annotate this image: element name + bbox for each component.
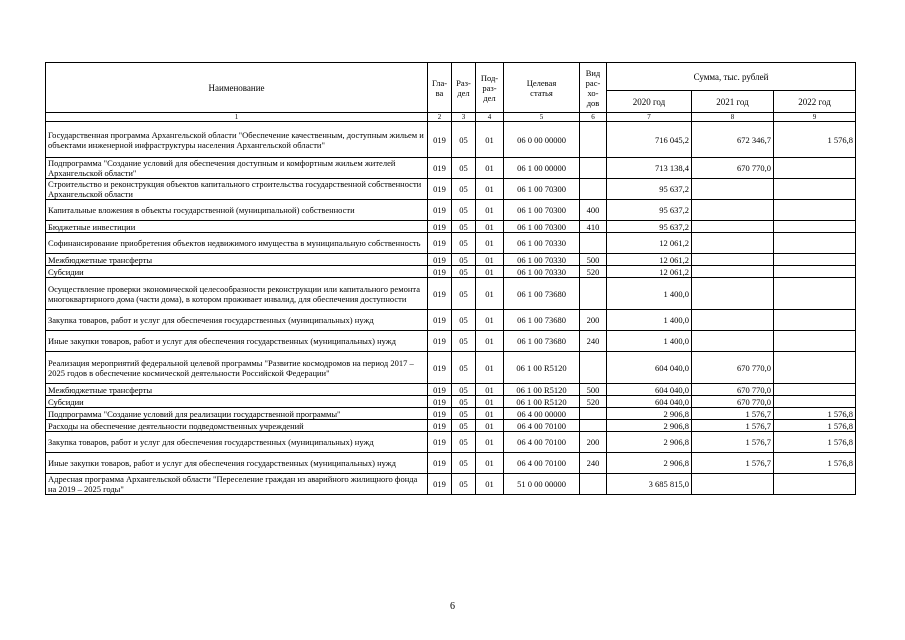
row-amount-2022: [774, 310, 856, 331]
row-target-article: 06 1 00 70330: [504, 233, 580, 254]
row-amount-2020: 604 040,0: [607, 384, 692, 396]
row-amount-2022: [774, 233, 856, 254]
row-amount-2021: 670 770,0: [692, 384, 774, 396]
row-amount-2021: [692, 221, 774, 233]
row-expense-type: [580, 420, 607, 432]
row-amount-2021: 670 770,0: [692, 158, 774, 179]
row-razdel: 05: [452, 408, 476, 420]
row-target-article: 06 1 00 70300: [504, 179, 580, 200]
table-row: [46, 432, 856, 453]
row-amount-2022: [774, 221, 856, 233]
row-amount-2021: [692, 310, 774, 331]
header-sum: Сумма, тыс. рублей: [607, 63, 856, 91]
row-podrazdel: 01: [476, 122, 504, 158]
row-amount-2020: 1 400,0: [607, 310, 692, 331]
row-expense-type: [580, 233, 607, 254]
row-name: Бюджетные инвестиции: [46, 221, 428, 233]
row-amount-2022: [774, 200, 856, 221]
row-amount-2021: [692, 179, 774, 200]
row-amount-2022: 1 576,8: [774, 408, 856, 420]
header-year-2022: 2022 год: [774, 91, 856, 113]
row-podrazdel: 01: [476, 453, 504, 474]
row-amount-2020: 1 400,0: [607, 278, 692, 310]
row-amount-2022: 1 576,8: [774, 432, 856, 453]
row-glava: 019: [428, 122, 452, 158]
row-amount-2020: 12 061,2: [607, 266, 692, 278]
row-amount-2022: 1 576,8: [774, 420, 856, 432]
row-podrazdel: 01: [476, 331, 504, 352]
row-name: Государственная программа Архангельской области "Обеспечение качественным, доступным жильем и объектами инженерной инфраструктуры населения Архангельской области": [46, 122, 428, 158]
row-razdel: 05: [452, 200, 476, 221]
row-name: Подпрограмма "Создание условий для реализации государственной программы": [46, 408, 428, 420]
row-amount-2020: 716 045,2: [607, 122, 692, 158]
row-name: Осуществление проверки экономической целесообразности реконструкции или капитального ремонта многоквартирного дома (части дома), в котором проживает инвалид, для обеспечения доступности: [46, 278, 428, 310]
row-expense-type: 240: [580, 331, 607, 352]
table-row: [46, 158, 856, 179]
row-amount-2022: 1 576,8: [774, 122, 856, 158]
row-amount-2021: 1 576,7: [692, 432, 774, 453]
table-row: [46, 474, 856, 495]
row-razdel: 05: [452, 254, 476, 266]
row-podrazdel: 01: [476, 158, 504, 179]
row-target-article: 06 4 00 70100: [504, 432, 580, 453]
row-target-article: 06 1 00 70330: [504, 254, 580, 266]
header-vid: Вид рас- хо- дов: [580, 63, 607, 113]
row-amount-2021: 670 770,0: [692, 352, 774, 384]
table-row: [46, 420, 856, 432]
row-glava: 019: [428, 432, 452, 453]
row-podrazdel: 01: [476, 310, 504, 331]
row-amount-2021: 670 770,0: [692, 396, 774, 408]
row-name: Закупка товаров, работ и услуг для обеспечения государственных (муниципальных) нужд: [46, 310, 428, 331]
header-name: Наименование: [46, 63, 428, 113]
column-number-row: [46, 113, 856, 122]
row-podrazdel: 01: [476, 474, 504, 495]
row-amount-2022: 1 576,8: [774, 453, 856, 474]
row-expense-type: [580, 278, 607, 310]
header-glava: Гла- ва: [428, 63, 452, 113]
row-podrazdel: 01: [476, 200, 504, 221]
row-expense-type: 200: [580, 310, 607, 331]
header-target: Целевая статья: [504, 63, 580, 113]
row-amount-2021: 1 576,7: [692, 453, 774, 474]
row-target-article: 06 4 00 00000: [504, 408, 580, 420]
table-row: [46, 453, 856, 474]
row-razdel: 05: [452, 266, 476, 278]
row-amount-2021: 672 346,7: [692, 122, 774, 158]
row-glava: 019: [428, 233, 452, 254]
row-amount-2020: 2 906,8: [607, 408, 692, 420]
column-number: 9: [774, 113, 856, 122]
table-row: [46, 396, 856, 408]
budget-table: [45, 62, 856, 495]
row-podrazdel: 01: [476, 420, 504, 432]
row-razdel: 05: [452, 474, 476, 495]
row-target-article: 06 1 00 R5120: [504, 384, 580, 396]
row-glava: 019: [428, 408, 452, 420]
row-amount-2022: [774, 266, 856, 278]
row-amount-2021: [692, 254, 774, 266]
row-target-article: 06 1 00 73680: [504, 278, 580, 310]
row-name: Адресная программа Архангельской области "Переселение граждан из аварийного жилищного фонда на 2019 – 2025 годы": [46, 474, 428, 495]
row-name: Софинансирование приобретения объектов недвижимого имущества в муниципальную собственность: [46, 233, 428, 254]
row-expense-type: 520: [580, 396, 607, 408]
header-year-2020: 2020 год: [607, 91, 692, 113]
row-podrazdel: 01: [476, 408, 504, 420]
row-name: Иные закупки товаров, работ и услуг для обеспечения государственных (муниципальных) нужд: [46, 331, 428, 352]
row-amount-2021: 1 576,7: [692, 420, 774, 432]
row-podrazdel: 01: [476, 254, 504, 266]
row-razdel: 05: [452, 432, 476, 453]
row-target-article: 06 4 00 70100: [504, 453, 580, 474]
row-razdel: 05: [452, 331, 476, 352]
column-number: 7: [607, 113, 692, 122]
column-number: 1: [46, 113, 428, 122]
row-razdel: 05: [452, 384, 476, 396]
row-podrazdel: 01: [476, 179, 504, 200]
row-podrazdel: 01: [476, 266, 504, 278]
row-target-article: 06 1 00 70330: [504, 266, 580, 278]
header-razdel: Раз- дел: [452, 63, 476, 113]
table-row: [46, 384, 856, 396]
row-expense-type: [580, 158, 607, 179]
row-name: Субсидии: [46, 396, 428, 408]
row-expense-type: 520: [580, 266, 607, 278]
column-number: 6: [580, 113, 607, 122]
row-podrazdel: 01: [476, 278, 504, 310]
row-razdel: 05: [452, 158, 476, 179]
row-amount-2020: 2 906,8: [607, 420, 692, 432]
row-razdel: 05: [452, 221, 476, 233]
row-target-article: 06 1 00 R5120: [504, 352, 580, 384]
row-amount-2022: [774, 352, 856, 384]
row-name: Межбюджетные трансферты: [46, 384, 428, 396]
column-number: 2: [428, 113, 452, 122]
row-razdel: 05: [452, 179, 476, 200]
row-glava: 019: [428, 420, 452, 432]
row-razdel: 05: [452, 233, 476, 254]
row-podrazdel: 01: [476, 221, 504, 233]
row-target-article: 06 4 00 70100: [504, 420, 580, 432]
row-razdel: 05: [452, 310, 476, 331]
row-podrazdel: 01: [476, 396, 504, 408]
row-glava: 019: [428, 384, 452, 396]
row-amount-2021: 1 576,7: [692, 408, 774, 420]
row-target-article: 06 1 00 R5120: [504, 396, 580, 408]
row-expense-type: 200: [580, 432, 607, 453]
row-amount-2020: 1 400,0: [607, 331, 692, 352]
row-expense-type: 410: [580, 221, 607, 233]
row-expense-type: [580, 408, 607, 420]
column-number: 3: [452, 113, 476, 122]
row-target-article: 06 1 00 73680: [504, 310, 580, 331]
row-glava: 019: [428, 352, 452, 384]
table-row: [46, 221, 856, 233]
row-podrazdel: 01: [476, 384, 504, 396]
row-amount-2020: 604 040,0: [607, 352, 692, 384]
row-expense-type: 500: [580, 384, 607, 396]
row-expense-type: [580, 122, 607, 158]
row-glava: 019: [428, 158, 452, 179]
row-glava: 019: [428, 266, 452, 278]
row-amount-2021: [692, 200, 774, 221]
row-razdel: 05: [452, 453, 476, 474]
row-amount-2022: [774, 254, 856, 266]
table-row: [46, 408, 856, 420]
row-glava: 019: [428, 310, 452, 331]
row-podrazdel: 01: [476, 233, 504, 254]
row-razdel: 05: [452, 396, 476, 408]
row-glava: 019: [428, 179, 452, 200]
row-glava: 019: [428, 331, 452, 352]
table-row: [46, 331, 856, 352]
row-amount-2022: [774, 474, 856, 495]
row-expense-type: [580, 179, 607, 200]
row-name: Строительство и реконструкция объектов капитального строительства государственной собственности Архангельской области: [46, 179, 428, 200]
row-target-article: 06 1 00 70300: [504, 200, 580, 221]
table-row: [46, 254, 856, 266]
row-name: Субсидии: [46, 266, 428, 278]
table-row: [46, 233, 856, 254]
row-razdel: 05: [452, 352, 476, 384]
table-row: [46, 200, 856, 221]
header-year-2021: 2021 год: [692, 91, 774, 113]
row-glava: 019: [428, 278, 452, 310]
row-target-article: 06 1 00 70300: [504, 221, 580, 233]
column-number: 8: [692, 113, 774, 122]
row-razdel: 05: [452, 122, 476, 158]
row-name: Подпрограмма "Создание условий для обеспечения доступным и комфортным жильем жителей Архангельской области": [46, 158, 428, 179]
row-expense-type: [580, 352, 607, 384]
row-amount-2020: 12 061,2: [607, 233, 692, 254]
table-row: [46, 352, 856, 384]
page-number: 6: [450, 601, 455, 612]
row-name: Расходы на обеспечение деятельности подведомственных учреждений: [46, 420, 428, 432]
row-razdel: 05: [452, 278, 476, 310]
column-number: 5: [504, 113, 580, 122]
row-podrazdel: 01: [476, 352, 504, 384]
row-expense-type: 500: [580, 254, 607, 266]
row-name: Закупка товаров, работ и услуг для обеспечения государственных (муниципальных) нужд: [46, 432, 428, 453]
row-amount-2020: 3 685 815,0: [607, 474, 692, 495]
row-name: Капитальные вложения в объекты государственной (муниципальной) собственности: [46, 200, 428, 221]
row-target-article: 06 0 00 00000: [504, 122, 580, 158]
header-podrazdel: Под- раз- дел: [476, 63, 504, 113]
table-row: [46, 278, 856, 310]
row-name: Реализация мероприятий федеральной целевой программы "Развитие космодромов на период 2017 – 2025 годов в обеспечение космической деятельности Российской Федерации": [46, 352, 428, 384]
row-amount-2021: [692, 474, 774, 495]
row-name: Иные закупки товаров, работ и услуг для обеспечения государственных (муниципальных) нужд: [46, 453, 428, 474]
row-amount-2020: 713 138,4: [607, 158, 692, 179]
row-glava: 019: [428, 254, 452, 266]
row-glava: 019: [428, 221, 452, 233]
table-body: [46, 113, 856, 495]
row-amount-2021: [692, 331, 774, 352]
table-row: [46, 310, 856, 331]
table-row: [46, 179, 856, 200]
column-number: 4: [476, 113, 504, 122]
row-podrazdel: 01: [476, 432, 504, 453]
row-target-article: 51 0 00 00000: [504, 474, 580, 495]
row-expense-type: 240: [580, 453, 607, 474]
row-target-article: 06 1 00 73680: [504, 331, 580, 352]
row-glava: 019: [428, 474, 452, 495]
row-target-article: 06 1 00 00000: [504, 158, 580, 179]
row-glava: 019: [428, 453, 452, 474]
row-amount-2020: 2 906,8: [607, 432, 692, 453]
row-amount-2022: [774, 396, 856, 408]
row-expense-type: 400: [580, 200, 607, 221]
row-amount-2022: [774, 158, 856, 179]
row-amount-2022: [774, 331, 856, 352]
row-amount-2022: [774, 179, 856, 200]
row-amount-2021: [692, 233, 774, 254]
row-amount-2022: [774, 384, 856, 396]
row-amount-2020: 12 061,2: [607, 254, 692, 266]
row-expense-type: [580, 474, 607, 495]
row-amount-2021: [692, 278, 774, 310]
row-amount-2021: [692, 266, 774, 278]
row-name: Межбюджетные трансферты: [46, 254, 428, 266]
row-amount-2020: 95 637,2: [607, 221, 692, 233]
table-row: [46, 266, 856, 278]
row-glava: 019: [428, 200, 452, 221]
row-amount-2022: [774, 278, 856, 310]
row-amount-2020: 95 637,2: [607, 200, 692, 221]
row-amount-2020: 604 040,0: [607, 396, 692, 408]
row-amount-2020: 95 637,2: [607, 179, 692, 200]
row-amount-2020: 2 906,8: [607, 453, 692, 474]
table-row: [46, 122, 856, 158]
row-razdel: 05: [452, 420, 476, 432]
row-glava: 019: [428, 396, 452, 408]
